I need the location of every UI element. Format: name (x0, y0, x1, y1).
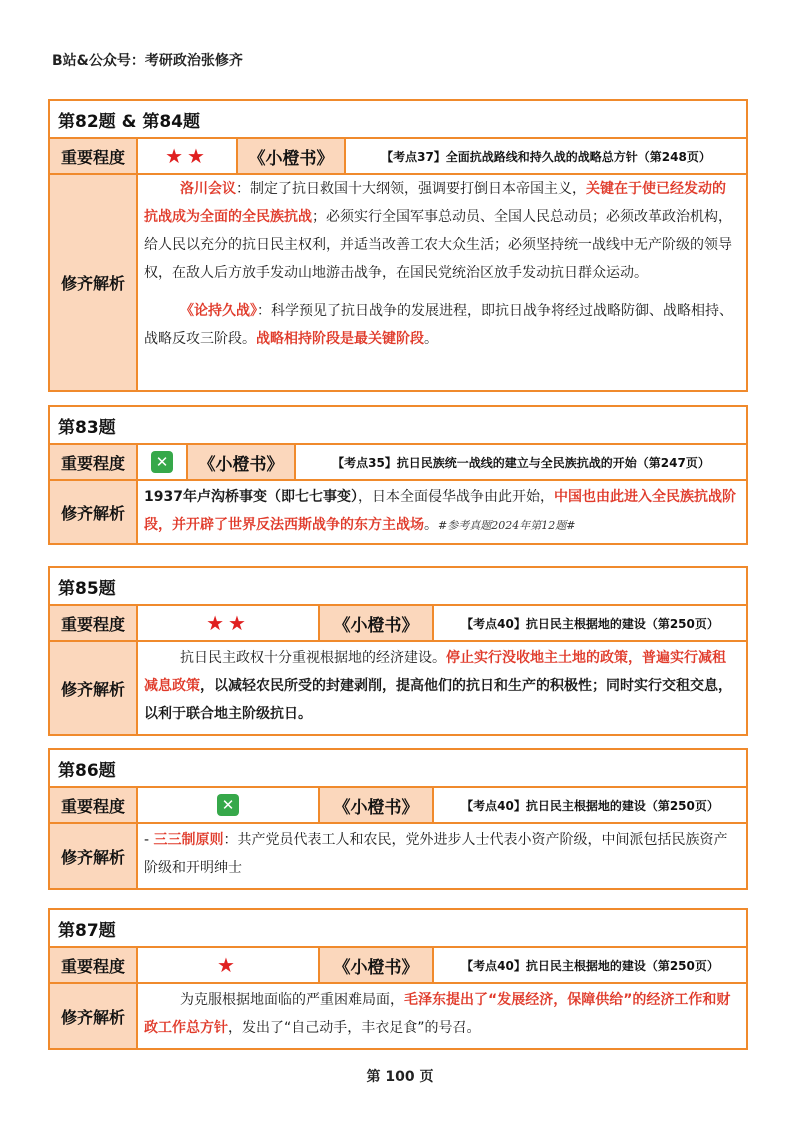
text: ：科学预见了抗日战争的发展进程，即抗日战争将经过战略防御、战略相持、战略反攻三阶段。 (144, 303, 733, 347)
paragraph-luochuan (144, 175, 738, 287)
text: 抗日民主政权十分重视根据地的经济建设。 (180, 650, 446, 666)
importance-none (138, 788, 320, 822)
page-header: B站&公众号：考研政治张修齐 (52, 53, 243, 69)
importance-stars: ★★ (138, 606, 320, 640)
card-title: 第85题 (50, 568, 746, 606)
importance-none (138, 445, 188, 479)
analysis-row (50, 824, 746, 888)
importance-stars: ★ (138, 948, 320, 982)
analysis-label: 修齐解析 (50, 642, 138, 734)
highlight: 关键在于使已经发动的抗战成为全面的全民族抗战 (144, 181, 726, 225)
term-chijiuzhan: 《论持久战》 (180, 303, 257, 319)
importance-stars: ★★ (138, 139, 238, 173)
paragraph (144, 986, 738, 1042)
text: ，发出了“自己动手，丰衣足食”的号召。 (228, 1020, 481, 1036)
importance-label: 重要程度 (50, 139, 138, 173)
topic-label: 【考点40】抗日民主根据地的建设（第250页） (461, 798, 719, 813)
importance-label: 重要程度 (50, 445, 138, 479)
book-label: 《小橙书》 (238, 139, 346, 173)
paragraph (144, 483, 738, 540)
card-title: 第83题 (50, 407, 746, 445)
topic-label: 【考点35】抗日民族统一战线的建立与全民族抗战的开始（第247页） (332, 455, 710, 470)
cross-icon: ✕ (217, 794, 239, 816)
bullet-dash: - (144, 832, 154, 848)
analysis-row (50, 175, 746, 390)
question-card-83 (48, 405, 748, 545)
analysis-label: 修齐解析 (50, 481, 138, 543)
analysis-text (138, 481, 746, 543)
analysis-label: 修齐解析 (50, 984, 138, 1048)
highlight: 中国也由此进入全民族抗战阶段，并开辟了世界反法西斯战争的东方主战场 (144, 489, 736, 533)
term: 1937年卢沟桥事变（即七七事变） (144, 489, 358, 505)
book-label: 《小橙书》 (320, 788, 434, 822)
exam-note: #参考真题2024年第12题# (438, 519, 576, 532)
text-bold: ，以减轻农民所受的封建剥削，提高他们的抗日和生产的积极性；同时实行交租交息，以利于联合地主阶级抗日。 (144, 678, 732, 722)
term-sansanzhi: 三三制原则 (153, 832, 224, 848)
meta-row (50, 139, 746, 175)
question-card-87 (48, 908, 748, 1050)
topic-label: 【考点37】全面抗战路线和持久战的战略总方针（第248页） (381, 149, 711, 164)
card-title: 第82题 & 第84题 (50, 101, 746, 139)
analysis-text (138, 642, 746, 734)
paragraph-chijiuzhan (144, 297, 738, 353)
importance-label: 重要程度 (50, 606, 138, 640)
highlight: 停止实行没收地主土地的政策，普遍实行减租减息政策 (144, 650, 726, 694)
text: ，日本全面侵华战争由此开始， (357, 489, 554, 505)
book-label: 《小橙书》 (188, 445, 296, 479)
text: 。 (424, 331, 438, 347)
page-number: 第 100 页 (366, 1069, 434, 1085)
analysis-label: 修齐解析 (50, 175, 138, 390)
paragraph (144, 826, 738, 882)
book-label: 《小橙书》 (320, 606, 434, 640)
text: ：制定了抗日救国十大纲领，强调要打倒日本帝国主义， (236, 181, 586, 197)
question-card-85 (48, 566, 748, 736)
meta-row (50, 788, 746, 824)
card-title: 第86题 (50, 750, 746, 788)
question-card-82-84 (48, 99, 748, 392)
text: 。 (424, 517, 438, 533)
analysis-text (138, 175, 746, 390)
analysis-text (138, 824, 746, 888)
meta-row (50, 948, 746, 984)
topic-label: 【考点40】抗日民主根据地的建设（第250页） (461, 616, 719, 631)
book-label: 《小橙书》 (320, 948, 434, 982)
meta-row (50, 606, 746, 642)
topic-label: 【考点40】抗日民主根据地的建设（第250页） (461, 958, 719, 973)
text: 为克服根据地面临的严重困难局面， (180, 992, 404, 1008)
text: ：共产党员代表工人和农民，党外进步人士代表小资产阶级，中间派包括民族资产阶级和开明绅士 (144, 832, 728, 876)
analysis-text (138, 984, 746, 1048)
term-luochuan: 洛川会议 (180, 181, 236, 197)
analysis-label: 修齐解析 (50, 824, 138, 888)
highlight: 战略相持阶段是最关键阶段 (256, 331, 424, 347)
importance-label: 重要程度 (50, 948, 138, 982)
analysis-row (50, 642, 746, 734)
paragraph (144, 644, 738, 728)
text: ；必须实行全国军事总动员、全国人民总动员；必须改革政治机构，给人民以充分的抗日民主权利，并适当改善工农大众生活；必须坚持统一战线中无产阶级的领导权，在敌人后方放手发动山地游击战争，在国民党统治区放手发动抗日群众运动。 (144, 209, 732, 281)
analysis-row (50, 984, 746, 1048)
cross-icon: ✕ (151, 451, 173, 473)
highlight: 毛泽东提出了“发展经济，保障供给”的经济工作和财政工作总方针 (144, 992, 731, 1036)
importance-label: 重要程度 (50, 788, 138, 822)
meta-row (50, 445, 746, 481)
card-title: 第87题 (50, 910, 746, 948)
analysis-row (50, 481, 746, 543)
question-card-86 (48, 748, 748, 890)
